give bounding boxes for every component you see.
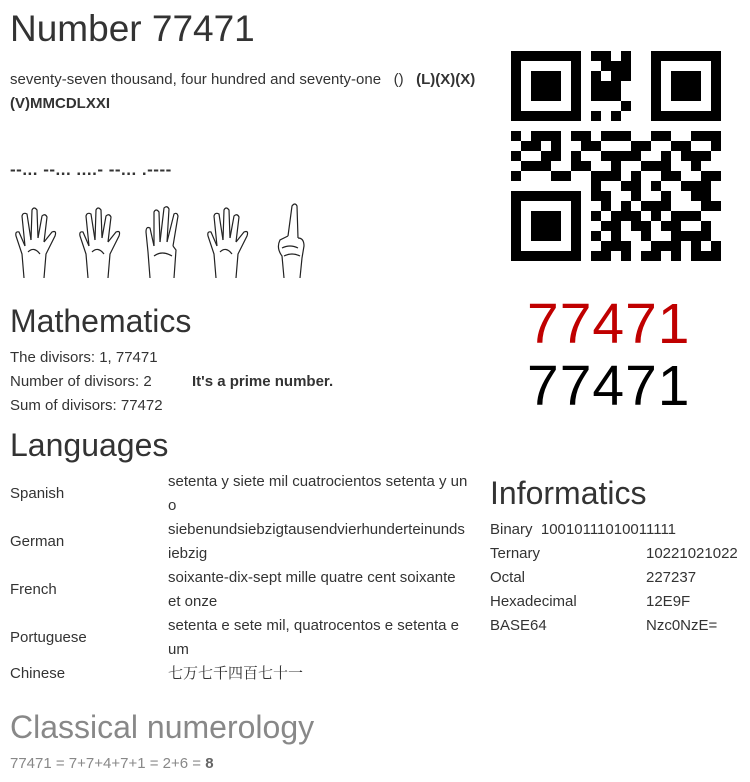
hand-7-icon <box>74 202 128 280</box>
big-number-red: 77471 <box>527 292 691 356</box>
binary-row <box>490 518 676 542</box>
big-number-black: 77471 <box>527 354 691 418</box>
languages-table <box>10 470 468 686</box>
binary-label: Binary <box>490 521 533 538</box>
informatics-heading: Informatics <box>490 475 647 511</box>
informatics-list <box>490 542 738 638</box>
hand-4-icon <box>138 202 192 280</box>
language-row-portuguese <box>10 614 468 662</box>
informatics-value: 12E9F <box>646 593 691 610</box>
binary-value: 10010111010011111 <box>540 521 677 538</box>
language-name: Portuguese <box>10 629 87 646</box>
language-row-spanish <box>10 470 468 518</box>
language-row-german <box>10 518 468 566</box>
language-name: Spanish <box>10 485 65 502</box>
morse-code: --... --... ....- --... .---- <box>10 160 172 179</box>
language-value: soixante-dix-sept mille quatre cent soixante et onze <box>168 569 456 610</box>
roman-numeral: (L)(X)(X)(V)MMCDLXXI <box>10 71 476 112</box>
sum-of-divisors: Sum of divisors: 77472 <box>10 397 163 414</box>
qr-code-icon <box>511 51 721 261</box>
language-row-chinese <box>10 662 468 686</box>
prime-status: It's a prime number. <box>192 373 334 390</box>
informatics-row-base64 <box>490 614 738 638</box>
number-parens: () <box>393 71 404 88</box>
informatics-label: BASE64 <box>490 617 547 634</box>
language-row-french <box>10 566 468 614</box>
numerology-result: 8 <box>205 755 214 772</box>
informatics-value: 10221021022 <box>646 545 738 562</box>
page-title: Number 77471 <box>10 8 255 49</box>
number-of-divisors: Number of divisors: 2 <box>10 373 152 390</box>
mathematics-heading: Mathematics <box>10 303 192 339</box>
hand-7-icon <box>10 202 64 280</box>
number-words: seventy-seven thousand, four hundred and seventy-one <box>10 71 382 88</box>
language-name: French <box>10 581 57 598</box>
hand-1-icon <box>266 202 320 280</box>
language-value: 七万七千四百七十一 <box>168 665 304 682</box>
informatics-value: 227237 <box>646 569 697 586</box>
numerology-formula: 77471 = 7+7+4+7+1 = 2+6 = <box>10 755 206 772</box>
language-name: German <box>10 533 65 550</box>
informatics-row-hexadecimal <box>490 590 738 614</box>
divisors-text: The divisors: 1, 77471 <box>10 349 158 366</box>
informatics-label: Hexadecimal <box>490 593 577 610</box>
informatics-row-octal <box>490 566 738 590</box>
language-value: siebenundsiebzigtausendvierhunderteinundsiebzig <box>168 521 465 562</box>
informatics-value: Nzc0NzE= <box>646 617 718 634</box>
hand-7-icon <box>202 202 256 280</box>
numerology-heading: Classical numerology <box>10 709 315 745</box>
numerology-formula-row <box>10 752 214 776</box>
informatics-label: Octal <box>490 569 526 586</box>
number-words-block <box>10 68 480 116</box>
language-value: setenta y siete mil cuatrocientos setenta y uno <box>168 473 468 514</box>
informatics-row-ternary <box>490 542 738 566</box>
language-name: Chinese <box>10 665 66 682</box>
informatics-label: Ternary <box>490 545 541 562</box>
languages-heading: Languages <box>10 427 169 463</box>
sign-language-hands <box>10 202 320 280</box>
language-value: setenta e sete mil, quatrocentos e setenta e um <box>168 617 460 658</box>
